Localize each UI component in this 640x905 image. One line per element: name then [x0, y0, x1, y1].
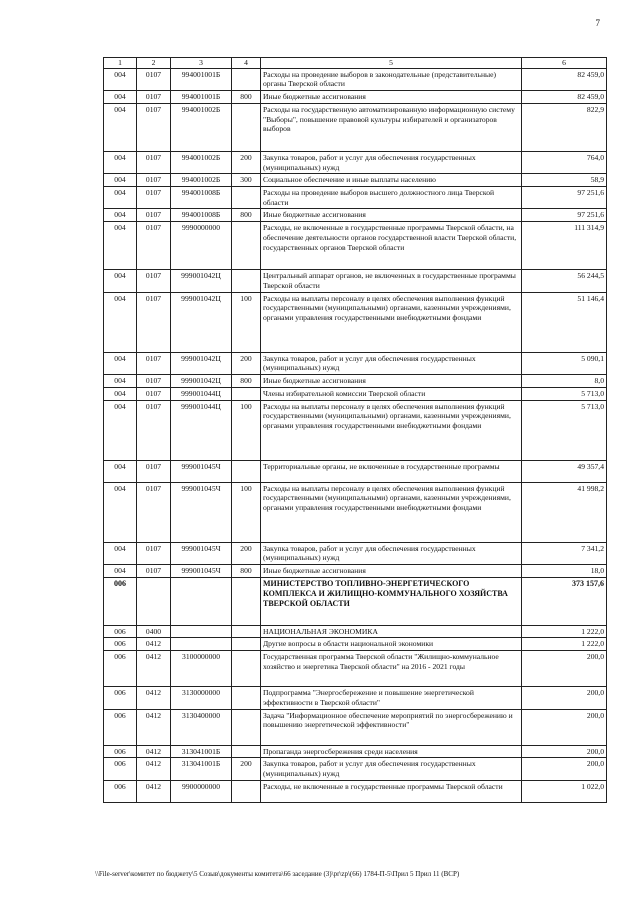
- section-code-cell: 0107: [137, 460, 171, 482]
- amount-cell: 1 222,0: [522, 625, 607, 638]
- department-code-cell: 004: [104, 174, 137, 187]
- amount-cell: 5 713,0: [522, 387, 607, 400]
- department-code-cell: 004: [104, 209, 137, 222]
- amount-cell: 764,0: [522, 151, 607, 173]
- column-header: 1: [104, 58, 137, 69]
- table-row: [104, 222, 607, 270]
- description-cell: Другие вопросы в области национальной экономики: [261, 638, 522, 651]
- description-cell: Расходы на выплаты персоналу в целях обеспечения выполнения функций государственными (муниципальными) органами, казенными учреждениями, органами управления государственными внебюджетными фондами: [261, 292, 522, 352]
- amount-cell: 58,9: [522, 174, 607, 187]
- file-path-footer: \\File-server\комитет по бюджету\5 Созыв\документы комитета\66 заседание (3)\pr\zp\(66) 1784-П-5\Прил 5 Прил 11 (ВСР): [95, 870, 460, 878]
- amount-cell: 82 459,0: [522, 91, 607, 104]
- amount-cell: 111 314,9: [522, 222, 607, 270]
- expense-type-cell: 200: [232, 758, 261, 780]
- department-code-cell: 004: [104, 482, 137, 542]
- section-code-cell: 0107: [137, 151, 171, 173]
- description-cell: Расходы, не включенные в государственные программы Тверской области: [261, 780, 522, 802]
- expense-type-cell: 800: [232, 91, 261, 104]
- expense-type-cell: 200: [232, 542, 261, 564]
- description-cell: Иные бюджетные ассигнования: [261, 209, 522, 222]
- amount-cell: 82 459,0: [522, 68, 607, 90]
- target-article-cell: 999001045Ч: [171, 460, 232, 482]
- expense-type-cell: [232, 103, 261, 151]
- table-row: [104, 780, 607, 802]
- amount-cell: 41 998,2: [522, 482, 607, 542]
- department-code-cell: 004: [104, 564, 137, 577]
- amount-cell: 200,0: [522, 745, 607, 758]
- department-code-cell: 004: [104, 222, 137, 270]
- table-row: [104, 745, 607, 758]
- table-row: [104, 292, 607, 352]
- section-code-cell: 0107: [137, 68, 171, 90]
- section-code-cell: 0412: [137, 651, 171, 687]
- target-article-cell: 999001042Ц: [171, 292, 232, 352]
- target-article-cell: 999001042Ц: [171, 375, 232, 388]
- table-row: [104, 375, 607, 388]
- table-row: [104, 270, 607, 292]
- expense-type-cell: [232, 687, 261, 709]
- description-cell: Задача "Информационное обеспечение мероприятий по энергосбережению и повышению энергетической эффективности": [261, 709, 522, 745]
- table-row: [104, 758, 607, 780]
- expense-type-cell: 800: [232, 564, 261, 577]
- expense-type-cell: 800: [232, 209, 261, 222]
- section-code-cell: 0107: [137, 292, 171, 352]
- department-code-cell: 006: [104, 758, 137, 780]
- description-cell: Территориальные органы, не включенные в государственные программы: [261, 460, 522, 482]
- expense-type-cell: [232, 651, 261, 687]
- amount-cell: 8,0: [522, 375, 607, 388]
- expense-type-cell: [232, 709, 261, 745]
- department-code-cell: 004: [104, 375, 137, 388]
- amount-cell: 200,0: [522, 758, 607, 780]
- table-row: [104, 187, 607, 209]
- amount-cell: 5 713,0: [522, 400, 607, 460]
- table-row: [104, 651, 607, 687]
- department-code-cell: 004: [104, 270, 137, 292]
- description-cell: Закупка товаров, работ и услуг для обеспечения государственных (муниципальных) нужд: [261, 542, 522, 564]
- table-row: [104, 151, 607, 173]
- department-code-cell: 004: [104, 292, 137, 352]
- expense-type-cell: [232, 68, 261, 90]
- target-article-cell: 9900000000: [171, 780, 232, 802]
- amount-cell: 18,0: [522, 564, 607, 577]
- target-article-cell: 999001045Ч: [171, 482, 232, 542]
- department-code-cell: 004: [104, 91, 137, 104]
- amount-cell: 200,0: [522, 709, 607, 745]
- table-row: [104, 68, 607, 90]
- target-article-cell: 3130400000: [171, 709, 232, 745]
- target-article-cell: 994001008Б: [171, 209, 232, 222]
- target-article-cell: 3100000000: [171, 651, 232, 687]
- description-cell: Расходы на выплаты персоналу в целях обеспечения выполнения функций государственными (муниципальными) органами, казенными учреждениями, органами управления государственными внебюджетными фондами: [261, 482, 522, 542]
- section-code-cell: 0412: [137, 745, 171, 758]
- target-article-cell: 994001001Б: [171, 91, 232, 104]
- section-code-cell: 0107: [137, 352, 171, 374]
- amount-cell: 49 357,4: [522, 460, 607, 482]
- section-code-cell: 0107: [137, 400, 171, 460]
- section-code-cell: 0107: [137, 103, 171, 151]
- department-code-cell: 004: [104, 151, 137, 173]
- target-article-cell: 9990000000: [171, 222, 232, 270]
- department-code-cell: 004: [104, 542, 137, 564]
- target-article-cell: 999001042Ц: [171, 352, 232, 374]
- description-cell: Расходы на проведение выборов высшего должностного лица Тверской области: [261, 187, 522, 209]
- department-code-cell: 004: [104, 400, 137, 460]
- section-code-cell: 0107: [137, 387, 171, 400]
- target-article-cell: 999001045Ч: [171, 564, 232, 577]
- table-row: [104, 91, 607, 104]
- target-article-cell: 994001001Б: [171, 68, 232, 90]
- description-cell: Расходы на государственную автоматизированную информационную систему "Выборы", повышение правовой культуры избирателей и организаторов выборов: [261, 103, 522, 151]
- section-code-cell: 0107: [137, 270, 171, 292]
- table-row: [104, 482, 607, 542]
- amount-cell: 56 244,5: [522, 270, 607, 292]
- department-code-cell: 006: [104, 577, 137, 625]
- section-code-cell: 0107: [137, 174, 171, 187]
- department-code-cell: 006: [104, 745, 137, 758]
- section-code-cell: 0107: [137, 209, 171, 222]
- expense-type-cell: 800: [232, 375, 261, 388]
- department-code-cell: 004: [104, 187, 137, 209]
- expense-type-cell: [232, 460, 261, 482]
- expense-type-cell: 300: [232, 174, 261, 187]
- department-code-cell: 004: [104, 387, 137, 400]
- target-article-cell: 994001002Б: [171, 174, 232, 187]
- description-cell: Закупка товаров, работ и услуг для обеспечения государственных (муниципальных) нужд: [261, 758, 522, 780]
- section-code-cell: 0107: [137, 482, 171, 542]
- page-number: 7: [595, 18, 600, 28]
- table-row: [104, 638, 607, 651]
- amount-cell: 1 222,0: [522, 638, 607, 651]
- amount-cell: 373 157,6: [522, 577, 607, 625]
- amount-cell: 97 251,6: [522, 187, 607, 209]
- target-article-cell: [171, 625, 232, 638]
- department-code-cell: 006: [104, 625, 137, 638]
- target-article-cell: 3130000000: [171, 687, 232, 709]
- expense-type-cell: [232, 270, 261, 292]
- expense-type-cell: [232, 387, 261, 400]
- section-code-cell: [137, 577, 171, 625]
- amount-cell: 1 022,0: [522, 780, 607, 802]
- column-header: 2: [137, 58, 171, 69]
- column-header: 6: [522, 58, 607, 69]
- expense-type-cell: [232, 780, 261, 802]
- table-row: [104, 352, 607, 374]
- section-code-cell: 0107: [137, 222, 171, 270]
- table-row: [104, 709, 607, 745]
- section-code-cell: 0107: [137, 375, 171, 388]
- description-cell: Иные бюджетные ассигнования: [261, 91, 522, 104]
- table-row: [104, 174, 607, 187]
- expense-type-cell: 200: [232, 352, 261, 374]
- amount-cell: 5 090,1: [522, 352, 607, 374]
- table-row: [104, 103, 607, 151]
- amount-cell: 822,9: [522, 103, 607, 151]
- description-cell: Закупка товаров, работ и услуг для обеспечения государственных (муниципальных) нужд: [261, 151, 522, 173]
- expense-type-cell: [232, 577, 261, 625]
- description-cell: Расходы, не включенные в государственные программы Тверской области, на обеспечение деятельности органов государственной власти Тверской области, государственных органов Тверской области: [261, 222, 522, 270]
- amount-cell: 200,0: [522, 651, 607, 687]
- expense-type-cell: [232, 638, 261, 651]
- description-cell: Подпрограмма "Энергосбережение и повышение энергетической эффективности в Тверской области": [261, 687, 522, 709]
- header-row: [104, 58, 607, 69]
- department-code-cell: 004: [104, 103, 137, 151]
- department-code-cell: 006: [104, 709, 137, 745]
- budget-table: [103, 57, 607, 803]
- target-article-cell: 313041001Б: [171, 745, 232, 758]
- description-cell: Пропаганда энергосбережения среди населения: [261, 745, 522, 758]
- description-cell: Закупка товаров, работ и услуг для обеспечения государственных (муниципальных) нужд: [261, 352, 522, 374]
- section-code-cell: 0107: [137, 542, 171, 564]
- description-cell: Иные бюджетные ассигнования: [261, 375, 522, 388]
- table-row: [104, 687, 607, 709]
- description-cell: Расходы на выплаты персоналу в целях обеспечения выполнения функций государственными (муниципальными) органами, казенными учреждениями, органами управления государственными внебюджетными фондами: [261, 400, 522, 460]
- section-code-cell: 0412: [137, 709, 171, 745]
- section-code-cell: 0412: [137, 780, 171, 802]
- amount-cell: 7 341,2: [522, 542, 607, 564]
- description-cell: Иные бюджетные ассигнования: [261, 564, 522, 577]
- target-article-cell: [171, 577, 232, 625]
- expense-type-cell: [232, 745, 261, 758]
- target-article-cell: 994001002Б: [171, 151, 232, 173]
- target-article-cell: 999001044Ц: [171, 400, 232, 460]
- department-code-cell: 004: [104, 352, 137, 374]
- target-article-cell: 999001042Ц: [171, 270, 232, 292]
- table-row: [104, 400, 607, 460]
- table-row: [104, 577, 607, 625]
- target-article-cell: 994001002Б: [171, 103, 232, 151]
- table-row: [104, 542, 607, 564]
- section-code-cell: 0107: [137, 91, 171, 104]
- table-row: [104, 625, 607, 638]
- department-code-cell: 006: [104, 687, 137, 709]
- column-header: 3: [171, 58, 232, 69]
- target-article-cell: [171, 638, 232, 651]
- column-header: 4: [232, 58, 261, 69]
- section-code-cell: 0412: [137, 687, 171, 709]
- section-code-cell: 0412: [137, 758, 171, 780]
- expense-type-cell: 200: [232, 151, 261, 173]
- section-code-cell: 0107: [137, 564, 171, 577]
- table-row: [104, 209, 607, 222]
- expense-type-cell: [232, 222, 261, 270]
- department-code-cell: 004: [104, 460, 137, 482]
- department-code-cell: 006: [104, 651, 137, 687]
- description-cell: Расходы на проведение выборов в законодательные (представительные) органы Тверской области: [261, 68, 522, 90]
- table-row: [104, 387, 607, 400]
- expense-type-cell: 100: [232, 400, 261, 460]
- table-row: [104, 460, 607, 482]
- target-article-cell: 313041001Б: [171, 758, 232, 780]
- target-article-cell: 999001044Ц: [171, 387, 232, 400]
- amount-cell: 200,0: [522, 687, 607, 709]
- section-code-cell: 0412: [137, 638, 171, 651]
- department-code-cell: 006: [104, 780, 137, 802]
- target-article-cell: 999001045Ч: [171, 542, 232, 564]
- description-cell: НАЦИОНАЛЬНАЯ ЭКОНОМИКА: [261, 625, 522, 638]
- expense-type-cell: [232, 187, 261, 209]
- expense-type-cell: [232, 625, 261, 638]
- department-code-cell: 006: [104, 638, 137, 651]
- expense-type-cell: 100: [232, 482, 261, 542]
- section-code-cell: 0400: [137, 625, 171, 638]
- column-header: 5: [261, 58, 522, 69]
- expense-type-cell: 100: [232, 292, 261, 352]
- description-cell: Центральный аппарат органов, не включенных в государственные программы Тверской области: [261, 270, 522, 292]
- description-cell: Социальное обеспечение и иные выплаты населению: [261, 174, 522, 187]
- amount-cell: 51 146,4: [522, 292, 607, 352]
- description-cell: Члены избирательной комиссии Тверской области: [261, 387, 522, 400]
- department-code-cell: 004: [104, 68, 137, 90]
- table-row: [104, 564, 607, 577]
- target-article-cell: 994001008Б: [171, 187, 232, 209]
- amount-cell: 97 251,6: [522, 209, 607, 222]
- section-code-cell: 0107: [137, 187, 171, 209]
- table-body: [104, 68, 607, 802]
- description-cell: МИНИСТЕРСТВО ТОПЛИВНО-ЭНЕРГЕТИЧЕСКОГО КОМПЛЕКСА И ЖИЛИЩНО-КОММУНАЛЬНОГО ХОЗЯЙСТВА ТВЕРСКОЙ ОБЛАСТИ: [261, 577, 522, 625]
- description-cell: Государственная программа Тверской области "Жилищно-коммунальное хозяйство и энергетика Тверской области" на 2016 - 2021 годы: [261, 651, 522, 687]
